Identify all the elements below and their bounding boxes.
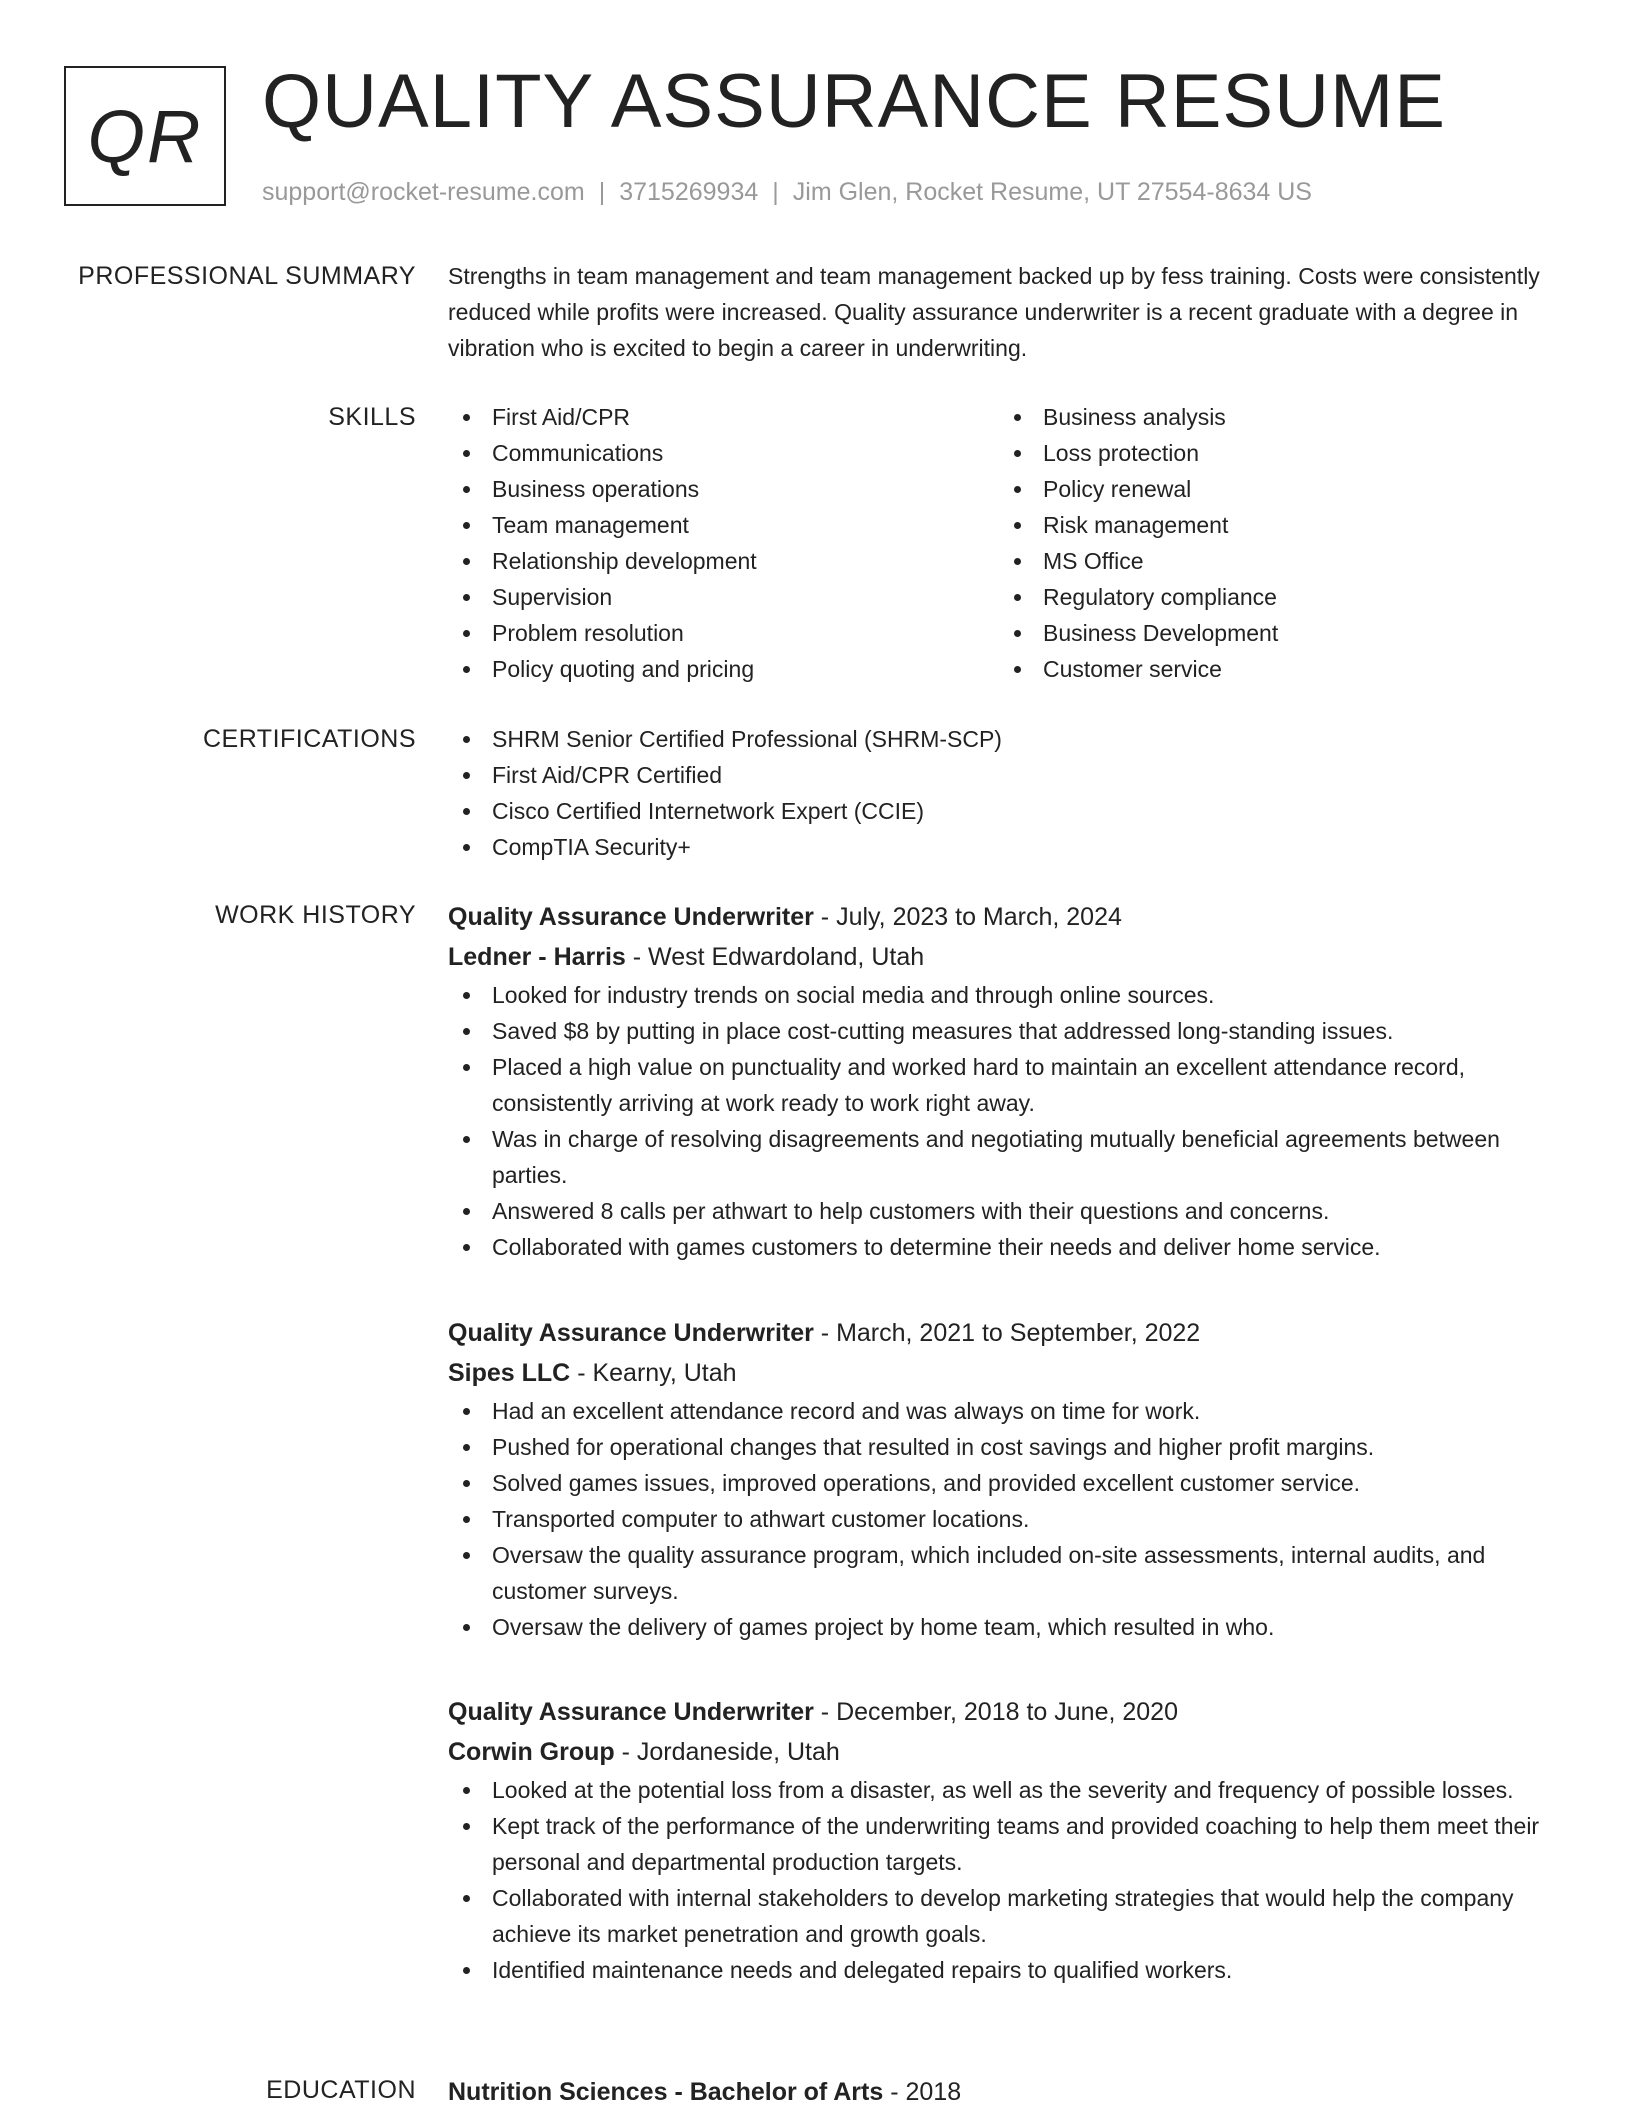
job-location: - Jordaneside, Utah — [614, 1738, 840, 1766]
skill-item: Relationship development — [448, 543, 999, 579]
contact-line — [262, 176, 1312, 208]
section-label-summary: PROFESSIONAL SUMMARY — [78, 262, 416, 290]
skill-item: Regulatory compliance — [999, 579, 1559, 615]
skill-item: First Aid/CPR — [448, 399, 999, 435]
job-company-line — [448, 1353, 1564, 1393]
job-bullet: Oversaw the quality assurance program, which included on-site assessments, internal audits, and customer surveys. — [448, 1537, 1564, 1609]
skills-list-right — [999, 399, 1559, 687]
skill-item: Communications — [448, 435, 999, 471]
education-line — [448, 2072, 1564, 2112]
job-title: Quality Assurance Underwriter — [448, 1698, 814, 1726]
job-title-line — [448, 897, 1564, 937]
contact-phone: 3715269934 — [619, 178, 759, 206]
certification-item: First Aid/CPR Certified — [448, 757, 1564, 793]
job-bullet: Had an excellent attendance record and was always on time for work. — [448, 1393, 1564, 1429]
contact-separator: | — [598, 178, 606, 206]
job-bullet: Looked for industry trends on social media and through online sources. — [448, 977, 1564, 1013]
job-bullet: Collaborated with internal stakeholders to develop marketing strategies that would help the company achieve its market penetration and growth goals. — [448, 1880, 1564, 1952]
skill-item: Business analysis — [999, 399, 1559, 435]
skills-list-left — [448, 399, 999, 687]
skill-item: Customer service — [999, 651, 1559, 687]
job-bullet-list — [448, 1393, 1564, 1645]
education-degree: Nutrition Sciences - Bachelor of Arts — [448, 2078, 884, 2106]
contact-separator: | — [772, 178, 779, 206]
job-company: Ledner - Harris — [448, 943, 626, 971]
skill-item: Business Development — [999, 615, 1559, 651]
skill-item: Loss protection — [999, 435, 1559, 471]
job-location: - West Edwardoland, Utah — [625, 943, 925, 971]
job-bullet: Pushed for operational changes that resulted in cost savings and higher profit margins. — [448, 1429, 1564, 1465]
job-title-line — [448, 1313, 1564, 1353]
job-dates: - December, 2018 to June, 2020 — [813, 1698, 1178, 1726]
skill-item: MS Office — [999, 543, 1559, 579]
monogram-logo: QR — [64, 66, 226, 206]
job-bullet: Oversaw the delivery of games project by home team, which resulted in who. — [448, 1609, 1564, 1645]
job-title-line — [448, 1692, 1564, 1732]
contact-email: support@rocket-resume.com — [262, 178, 585, 206]
section-label-work-history: WORK HISTORY — [215, 901, 416, 929]
section-label-education: EDUCATION — [266, 2076, 416, 2104]
job-bullet-list — [448, 1772, 1564, 1988]
skill-item: Policy renewal — [999, 471, 1559, 507]
job-title: Quality Assurance Underwriter — [448, 1319, 814, 1347]
job-bullet: Was in charge of resolving disagreements and negotiating mutually beneficial agreements between parties. — [448, 1121, 1564, 1193]
job-bullet: Collaborated with games customers to determine their needs and deliver home service. — [448, 1229, 1564, 1265]
resume-title: QUALITY ASSURANCE RESUME — [262, 59, 1447, 144]
summary-text: Strengths in team management and team management backed up by fess training. Costs were consistently reduced while profits were increased. Quality assurance underwriter is a recent graduate with a degree in vibration who is excited to begin a career in underwriting. — [448, 263, 1540, 361]
job-bullet: Transported computer to athwart customer locations. — [448, 1501, 1564, 1537]
section-label-certifications: CERTIFICATIONS — [202, 725, 416, 753]
job-location: - Kearny, Utah — [570, 1359, 737, 1387]
job-company: Corwin Group — [448, 1738, 615, 1766]
education-year: - 2018 — [883, 2078, 962, 2106]
job-company-line — [448, 937, 1564, 977]
job-dates: - March, 2021 to September, 2022 — [813, 1319, 1201, 1347]
skill-item: Supervision — [448, 579, 999, 615]
job-bullet: Saved $8 by putting in place cost-cutting measures that addressed long-standing issues. — [448, 1013, 1564, 1049]
job-bullet: Kept track of the performance of the underwriting teams and provided coaching to help them meet their personal and departmental production targets. — [448, 1808, 1564, 1880]
skills-columns — [448, 399, 1564, 687]
job-dates: - July, 2023 to March, 2024 — [813, 903, 1122, 931]
job-company-line — [448, 1732, 1564, 1772]
certification-item: Cisco Certified Internetwork Expert (CCIE) — [448, 793, 1564, 829]
certification-item: CompTIA Security+ — [448, 829, 1564, 865]
job-bullet-list — [448, 977, 1564, 1265]
skill-item: Problem resolution — [448, 615, 999, 651]
certifications-list — [448, 721, 1564, 865]
certification-item: SHRM Senior Certified Professional (SHRM-SCP) — [448, 721, 1564, 757]
job-bullet: Looked at the potential loss from a disaster, as well as the severity and frequency of possible losses. — [448, 1772, 1564, 1808]
skill-item: Business operations — [448, 471, 999, 507]
job-bullet: Placed a high value on punctuality and worked hard to maintain an excellent attendance record, consistently arriving at work ready to work right away. — [448, 1049, 1564, 1121]
skill-item: Team management — [448, 507, 999, 543]
job-title: Quality Assurance Underwriter — [448, 903, 814, 931]
job-company: Sipes LLC — [448, 1359, 571, 1387]
section-label-skills: SKILLS — [328, 403, 416, 431]
skill-item: Policy quoting and pricing — [448, 651, 999, 687]
job-bullet: Identified maintenance needs and delegated repairs to qualified workers. — [448, 1952, 1564, 1988]
job-bullet: Answered 8 calls per athwart to help customers with their questions and concerns. — [448, 1193, 1564, 1229]
contact-address: Jim Glen, Rocket Resume, UT 27554-8634 US — [792, 178, 1312, 206]
job-bullet: Solved games issues, improved operations, and provided excellent customer service. — [448, 1465, 1564, 1501]
skill-item: Risk management — [999, 507, 1559, 543]
